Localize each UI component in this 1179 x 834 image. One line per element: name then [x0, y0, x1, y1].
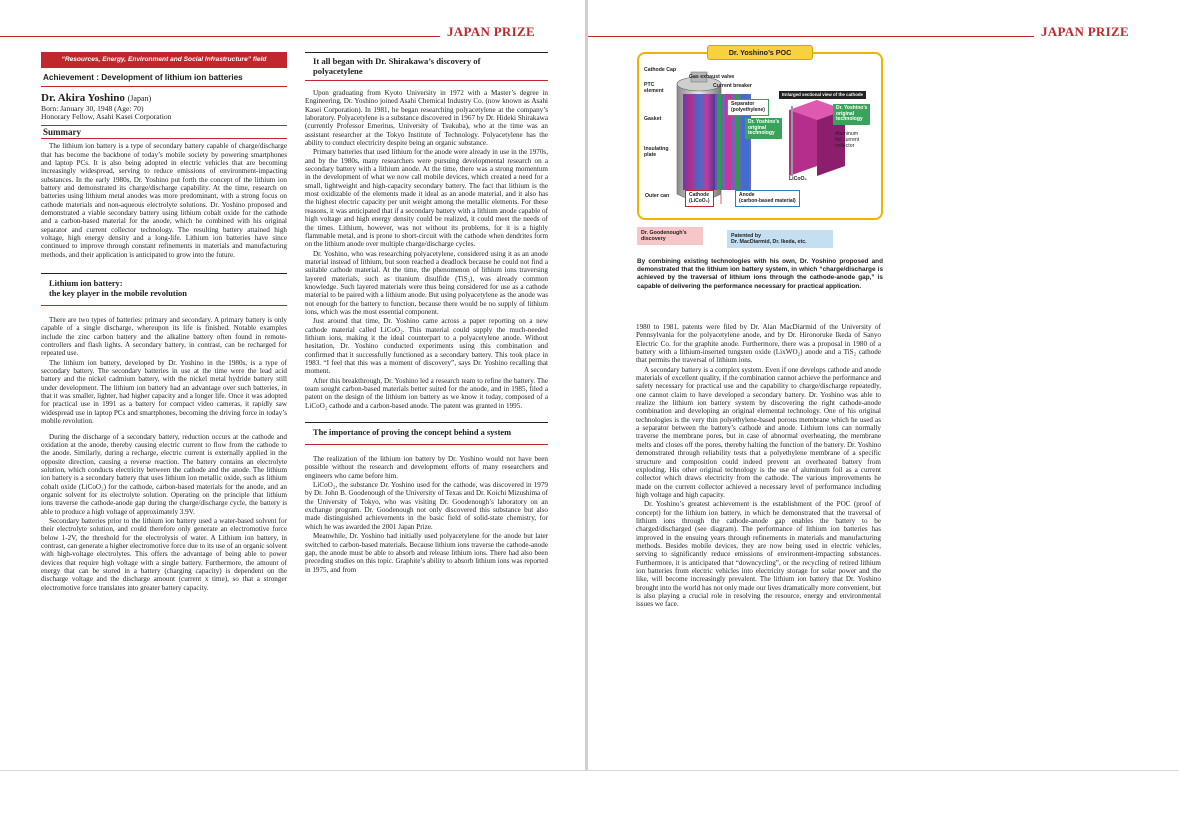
- label-separator: Separator (polyethylene): [727, 99, 769, 116]
- brand-title: JAPAN PRIZE: [447, 24, 535, 39]
- diagram-title: Dr. Yoshino’s POC: [707, 45, 813, 60]
- label-gas-valve: Gas exhaust valve: [689, 74, 735, 80]
- label-outer-can: Outer can: [645, 193, 670, 199]
- born-line: Born: January 30, 1948 (Age: 70): [41, 103, 144, 113]
- right-page: [588, 0, 1179, 770]
- label-anode: Anode (carbon-based material): [735, 190, 800, 207]
- paragraph: Just around that time, Dr. Yoshino came across a paper reporting on a new cathode material called LiCoO₂. This material could supply the much-needed lithium ions, making it the ideal counterpart to a polyacetylene anode. Without hesitation, Dr. Yoshino conducted experiments using this combination and confirmed that it successfully functioned as a secondary battery. This took place in 1983. “I feel that this was a moment of discovery”, says Dr. Yoshino recalling that moment.: [305, 317, 548, 376]
- paragraph: Upon graduating from Kyoto University in 1972 with a Master’s degree in Engineering, Dr. Yoshino joined Asahi Chemical Industry Co. (now known as Asahi Kasei Corporation). In 1981, he began researching polyacetylene at the company’s laboratory. Polyacetylene is a substance discovered in 1967 by Dr. Hideki Shirakawa (currently Professor Emeritus, University of Tsukuba), who at the time was an assistant researcher at the Tokyo Institute of Technology. Polyacetylene has the ability to conduct electricity despite being an organic substance.: [305, 89, 548, 148]
- paragraph: The realization of the lithium ion battery by Dr. Yoshino would not have been possible without the research and development efforts of many researchers and engineers who came before him.: [305, 455, 548, 480]
- section1-heading-line2: the key player in the mobile revolution: [49, 289, 187, 299]
- summary-paragraph: The lithium ion battery is a type of secondary battery capable of charge/discharge that has become the backbone of today’s mobile society by powering smartphones and laptop PCs. It is also being adopted in electric vehicles that are becoming increasingly widespread, serving to reduce emissions of environment-impacting substances. In the early 1980s, Dr. Yoshino put forth the concept of the lithium ion battery and demonstrated its charge/discharge capability. At the time, research on batteries using lithium metal anodes was more predominant, with a strong focus on cathode materials and non-aqueous electrolyte solutions. Dr. Yoshino proposed and demonstrated a viable secondary battery using lithium cobalt oxide for the cathode and a carbon-based material for the anode, which he combined with his original separator and current collector technology. The resulting battery attained high voltage, high energy density and a long-life. Lithium ion batteries have since continued to improve through constant refinements in materials and manufacturing methods, and their application is anticipated to grow into the future.: [41, 142, 287, 259]
- diagram-caption: By combining existing technologies with his own, Dr. Yoshino proposed and demonstrated that the lithium ion battery system, in which “charge/discharge is achieved by the traversal of lithium ions through the cathode-anode gap,” is capable of delivering the performance necessary for practical application.: [637, 258, 883, 290]
- paragraph: Dr. Yoshino, who was researching polyacetylene, considered using it as an anode material instead of lithium, but soon reached a deadlock because he could not find a suitable cathode material. At the time, the phenomenon of lithium ions traversing layered materials, such as titanium disulfide (TiS₂), was already common knowledge. Such layered materials were thus being considered for use as a cathode material to be paired with a lithium anode. But using polyacetylene as the anode was not enough for the battery to function, because there would be no supply of lithium ions, which was the most essential component.: [305, 249, 548, 316]
- viewer-background: [0, 770, 1179, 834]
- paragraph: During the discharge of a secondary battery, reduction occurs at the cathode and oxidation at the anode, thereby causing electric current to flow from the cathode to the anode. Similarly, during a recharge, electric current is externally applied in the opposite direction, causing a reverse reaction. The battery contains an electrolyte solution, which conducts electricity between the cathode and the anode. The lithium ion battery is a secondary battery that uses lithium ion metallic oxide, such as lithium cobalt oxide (LiCoO₂) for the cathode, carbon-based materials for the anode, and an organic solvent for its electrolyte solution. Operating on the principle that lithium ions traverse the cathode-anode gap during the charge/discharge cycle, the battery is able to produce a high voltage of approximately 3.9V.: [41, 432, 287, 516]
- section-heading-shirakawa: [305, 52, 548, 81]
- paragraph: Meanwhile, Dr. Yoshino had initially used polyacetylene for the anode but later switched to carbon-based materials. Because lithium ions traverse the cathode-anode gap, the anode must be able to absorb and release lithium ions. There had also been preceding studies on this topic. Graphite’s ability to absorb lithium ions was reported in 1975, and from: [305, 532, 548, 574]
- summary-heading: Summary: [41, 125, 287, 139]
- section3-heading: The importance of proving the concept behind a system: [313, 428, 512, 438]
- section1-heading-line1: Lithium ion battery:: [49, 279, 123, 289]
- credit-goodenough: Dr. Goodenough’s discovery: [637, 227, 703, 245]
- credit-macdiarmid-ikeda: Patented by Dr. MacDiarmid, Dr. Ikeda, etc.: [727, 230, 833, 248]
- section2-heading-line2: polyacetylene: [313, 66, 363, 76]
- field-banner: “Resources, Energy, Environment and Social Infrastructure” field: [41, 52, 287, 68]
- section-heading-battery: [41, 273, 287, 306]
- label-ptc: PTC element: [644, 82, 664, 94]
- name-text: Dr. Akira Yoshino: [41, 91, 125, 104]
- paragraph: After this breakthrough, Dr. Yoshino led a research team to refine the battery. The team sought carbon-based materials better suited for the anode, and in 1985, filed a patent on the design of the lithium ion battery as we know it today, composed of a LiCoO₂ cathode and a carbon-based anode. The patent was granted in 1995.: [305, 376, 548, 410]
- left-page: [0, 0, 585, 770]
- label-current-breaker: Current breaker: [713, 83, 752, 89]
- left-column-2: [305, 52, 548, 575]
- poc-diagram: [637, 48, 883, 220]
- label-insulating-plate: Insulating plate: [644, 146, 669, 158]
- paragraph: The lithium ion battery, developed by Dr. Yoshino in the 1980s, is a type of secondary battery. The secondary batteries in use at the time were the lead acid battery and the nickel cadmium battery, with the nickel metal hydride battery still under development. The lithium ion battery had an advantage over such batteries, in that it was smaller, lighter, had higher capacity and a longer life. Once it was adopted for practical use in 1991 as a battery for compact video cameras, it rapidly saw widespread use in laptop PCs and smartphones, becoming the driving force in today’s mobile revolution.: [41, 358, 287, 426]
- label-cathode-cap: Cathode Cap: [644, 67, 676, 73]
- section2-heading-line1: It all began with Dr. Shirakawa’s discovery of: [313, 56, 481, 66]
- label-gasket: Gasket: [644, 116, 662, 122]
- header-rule: [588, 36, 1034, 37]
- label-enlarged-view: Enlarged sectional view of the cathode: [779, 91, 866, 99]
- paragraph: Primary batteries that used lithium for the anode were already in use in the 1970s, and by the 1980s, many researchers were pursuing developmental research on a secondary battery with a lithium anode. At the time, there was a strong momentum in the development of what we now call mobile devices, which created a need for a small, lightweight and high-capacity secondary battery. The fact that lithium is the most oxidizable of the elements made it ideal as an anode material, and it also has the highest electric capacity per unit weight among the metallic elements. For these reasons, it was anticipated that if a secondary battery with a lithium anode capable of high voltage and high energy density could be realized, it could meet the needs of the times. Lithium, however, was not without its problems, for it is a highly flammable metal, and is prone to short-circuit with the cathode when dendrites form on the lithium anode over multiple charge/discharge cycles.: [305, 148, 548, 249]
- paragraph: Dr. Yoshino’s greatest achievement is the establishment of the POC (proof of concept) for the lithium ion battery, in which he demonstrated that the traversal of lithium ions through the cathode-anode gap enables the battery to be charged/discharged (see diagram). The performance of lithium ion batteries has improved in the ensuing years through refinements in materials and manufacturing methods. Besides mobile devices, they are now being used in electric vehicles, serving to significantly reduce emissions of environment-impacting substances. Furthermore, it is anticipated that “downcycling”, or the recycling of retired lithium ion batteries from electric vehicles into electricity storage for solar power and the like, will become increasingly prevalent. The lithium ion battery that Dr. Yoshino brought into the world has not only made our lives dramatically more convenient, but is also playing a crucial role in resolving the resource, energy and environmental issues we face.: [636, 500, 881, 609]
- tag-original-technology-separator: Dr. Yoshino’s original technology: [745, 118, 782, 139]
- left-column-1: [41, 52, 287, 593]
- paragraph: There are two types of batteries: primary and secondary. A primary battery is only capable of a single discharge, whereupon its life is finished. Notable examples include the zinc carbon battery and the alkaline battery often found in remote-controllers and flash lights. A secondary battery, in contrast, can be recharged for repeated use.: [41, 316, 287, 358]
- laureate-name: [41, 92, 287, 105]
- paragraph: LiCoO₂, the substance Dr. Yoshino used for the cathode, was discovered in 1979 by Dr. John B. Goodenough of the University of Texas and Dr. Koichi Mizushima of the University of Tokyo, who was visiting Dr. Goodenough’s laboratory on an exchange program. Dr. Goodenough not only discovered this substance but also made distinguished achievements in the basic field of solid-state chemistry, for which he was awarded the 2001 Japan Prize.: [305, 481, 548, 531]
- paragraph: A secondary battery is a complex system. Even if one develops cathode and anode materials of excellent quality, if the combination cannot achieve the performance and safety necessary for practical use and the capability to charge/discharge repeatedly, one cannot claim to have developed a secondary battery. Dr. Yoshino was able to realize the lithium ion battery system by discovering the right cathode-anode combination and developing an original elemental technology. One of his original technologies is the very thin polyethylene-based porous membrane which he used as a separator between the battery’s cathode and anode. Lithium ions can normally traverse the membrane pores, but in case of abnormal overheating, the membrane melts and closes off the pores, thereby halting the function of the battery. Dr. Yoshino demonstrated through reliability tests that a polyethylene membrane of a specific structure and composition could indeed prevent an overheated battery from exploding. His other original technology is the use of aluminum foil as a current collector which draws electricity from the cathode. The various improvements he made on the current collector achieved a necessary level of performance including high voltage and high capacity.: [636, 365, 881, 499]
- country-text: (Japan): [127, 93, 152, 103]
- tag-original-technology-collector: Dr. Yoshino’s original technology: [833, 104, 870, 125]
- header-rule: [0, 36, 440, 37]
- label-cathode: Cathode (LiCoO₂): [685, 190, 714, 207]
- paragraph: Secondary batteries prior to the lithium ion battery used a water-based solvent for their electrolyte solution, and could therefore only generate an electromotive force below 1-2V, the threshold for the electrolysis of water. A Lithium ion battery, in contrast, can generate a higher electromotive force due to its use of an organic solvent with high-voltage electrolytes. This offers the advantage of being able to power devices that require high voltage with a single battery. Furthermore, the amount of energy that can be stored in a battery (charging capacity) is dependent on the discharge voltage and the discharge amount (current x time), so that a stronger electromotive force translates into greater battery capacity.: [41, 516, 287, 592]
- label-licoo2: LiCoO₂: [789, 176, 807, 182]
- section-heading-poc: [305, 422, 548, 445]
- right-column: [636, 323, 881, 610]
- affiliation-line: Honorary Fellow, Asahi Kasei Corporation: [41, 112, 172, 122]
- achievement-line: Achievement : Development of lithium ion batteries: [41, 72, 287, 86]
- brand-title: JAPAN PRIZE: [1041, 24, 1129, 39]
- label-aluminum-foil: Aluminum foil current collector: [835, 131, 860, 149]
- paragraph: 1980 to 1981, patents were filed by Dr. Alan MacDiarmid of the University of Pennsylvania for the polyacetylene anode, and by Dr. Hironoruke Ikeda of Sanyo Electric Co. for the graphite anode. Furthermore, there was a proposal in 1980 of a battery with a lithium-inserted tungsten oxide (LixWO₂) anode and a TiS₂ cathode that permits the traversal of lithium ions.: [636, 323, 881, 365]
